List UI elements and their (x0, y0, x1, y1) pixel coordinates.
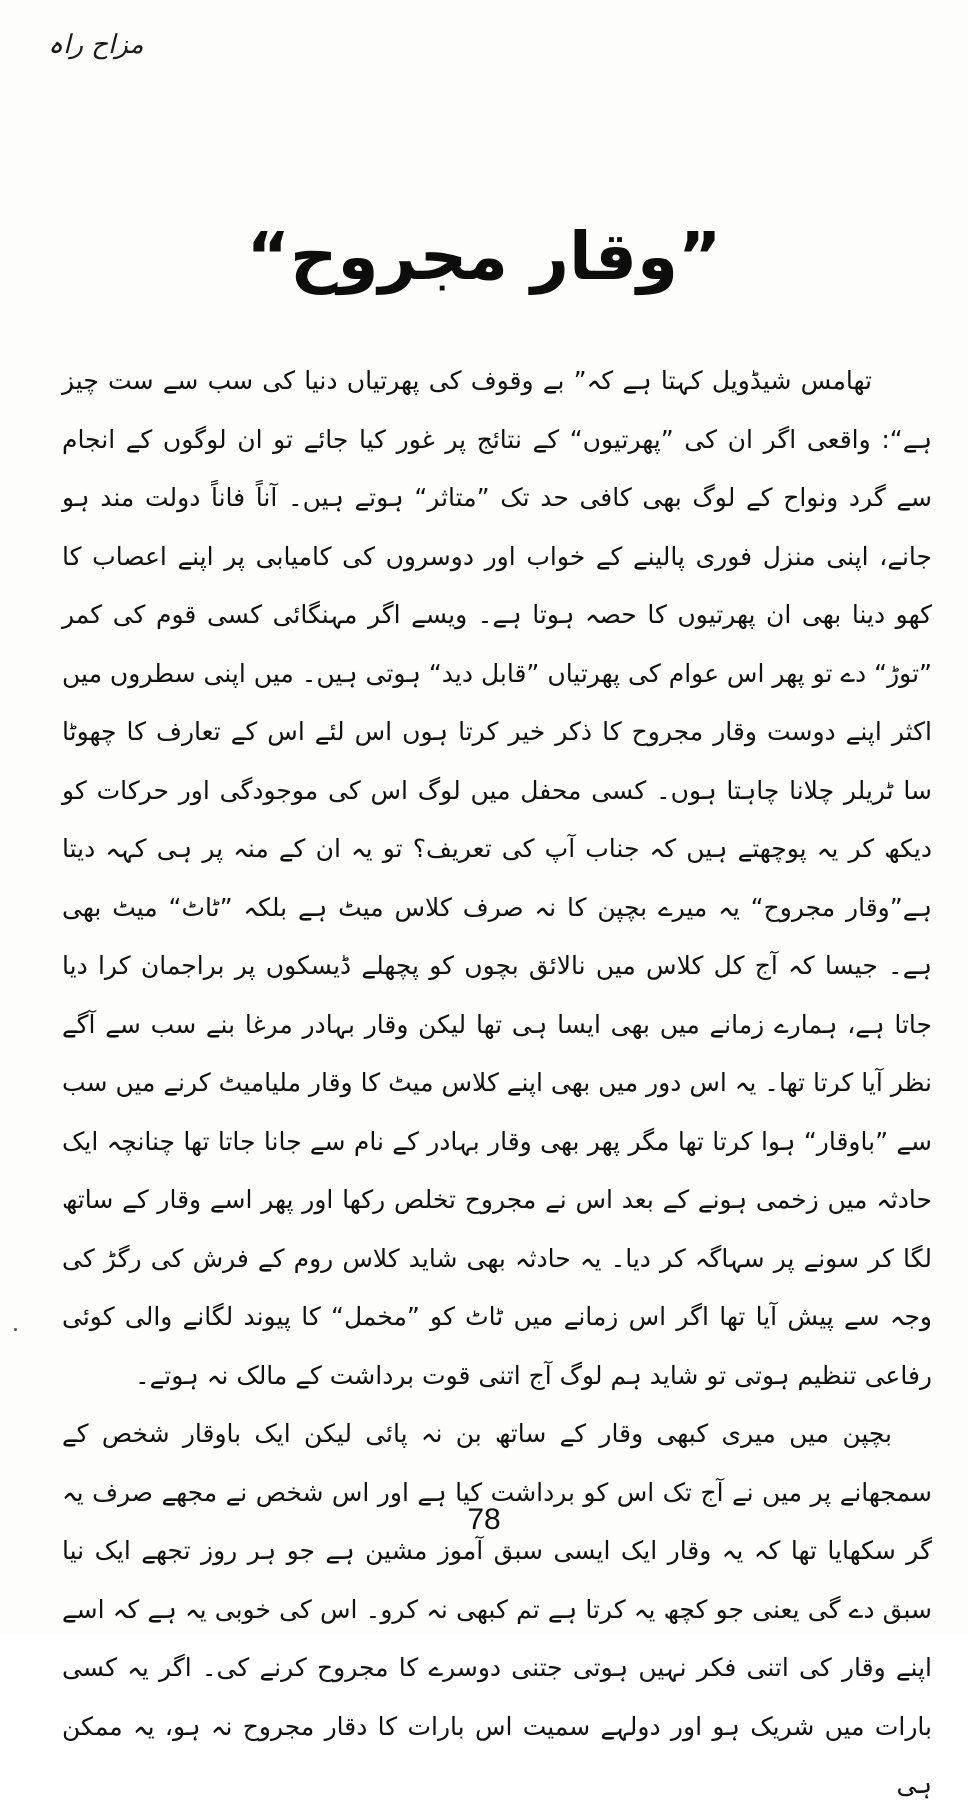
body-text (62, 352, 932, 1815)
paragraph-2: بچپن میں میری کبھی وقار کے ساتھ بن نہ پائی لیکن ایک باوقار شخص کے سمجھانے پر میں نے آج تک اس کو برداشت کیا ہے اور اس شخص نے مجھے صرف یہ گر سکھایا تھا کہ یہ وقار ایک ایسی سبق آموز مشین ہے جو ہر روز تجھے ایک نیا سبق دے گی یعنی جو کچھ یہ کرتا ہے تم کبھی نہ کرو۔ اس کی خوبی یہ ہے کہ اسے اپنے وقار کی اتنی فکر نہیں ہوتی جتنی دوسرے کا مجروح کرنے کی۔ اگر یہ کسی بارات میں شریک ہو اور دولہے سمیت اس بارات کا دقار مجروح نہ ہو، یہ ممکن ہی (62, 1419, 932, 1799)
chapter-title: ”وقار مجروح“ (246, 218, 722, 295)
page-number: 78 (467, 1503, 501, 1536)
scan-speck (14, 1328, 17, 1331)
paragraph-1: تھامس شیڈویل کہتا ہے کہ” بے وقوف کی پھرتیاں دنیا کی سب سے ست چیز ہے“: واقعی اگر ان کی ”پھرتیوں“ کے نتائج پر غور کیا جائے تو ان لوگوں کے انجام سے گرد ونواح کے لوگ بھی کافی حد تک ”متاثر“ ہوتے ہیں۔ آناً فاناً دولت مند ہو جانے، اپنی منزل فوری پالینے کے خواب اور دوسروں کی کامیابی پر اپنے اعصاب کا کھو دینا بھی ان پھرتیوں کا حصہ ہوتا ہے۔ ویسے اگر مہنگائی کسی قوم کی کمر ”توڑ“ دے تو پھر اس عوام کی پھرتیاں ”قابل دید“ ہوتی ہیں۔ میں اپنی سطروں میں اکثر اپنے دوست وقار مجروح کا ذکر خیر کرتا ہوں اس لئے اس کے تعارف کا چھوٹا سا ٹریلر چلانا چاہتا ہوں۔ کسی محفل میں لوگ اس کی موجودگی اور حرکات کو دیکھ کر یہ پوچھتے ہیں کہ جناب آپ کی تعریف؟ تو یہ ان کے منہ پر ہی کہہ دیتا ہے”وقار مجروح“ یہ میرے بچپن کا نہ صرف کلاس میٹ ہے بلکہ ”ٹاٹ“ میٹ بھی ہے۔ جیسا کہ آج کل کلاس میں نالائق بچوں کو پچھلے ڈیسکوں پر براجمان کرا دیا جاتا ہے، ہمارے زمانے میں بھی ایسا ہی تھا لیکن وقار بہادر مرغا بنے سب سے آگے نظر آیا کرتا تھا۔ یہ اس دور میں بھی اپنے کلاس میٹ کا وقار ملیامیٹ کرنے میں سب سے ”باوقار“ ہوا کرتا تھا مگر پھر بھی وقار بہادر کے نام سے جانا جاتا تھا چنانچہ ایک حادثہ میں زخمی ہونے کے بعد اس نے مجروح تخلص رکھا اور پھر اسے وقار کے ساتھ لگا کر سونے پر سہاگہ کر دیا۔ یہ حادثہ بھی شاید کلاس روم کے فرش کی رگڑ کی وجہ سے پیش آیا تھا اگر اس زمانے میں ٹاٹ کو ”مخمل“ کا پیوند لگانے والی کوئی رفاعی تنظیم ہوتی تو شاید ہم لوگ آج اتنی قوت برداشت کے مالک نہ ہوتے۔ (62, 366, 932, 1390)
running-header: مزاح راہ (48, 30, 144, 60)
